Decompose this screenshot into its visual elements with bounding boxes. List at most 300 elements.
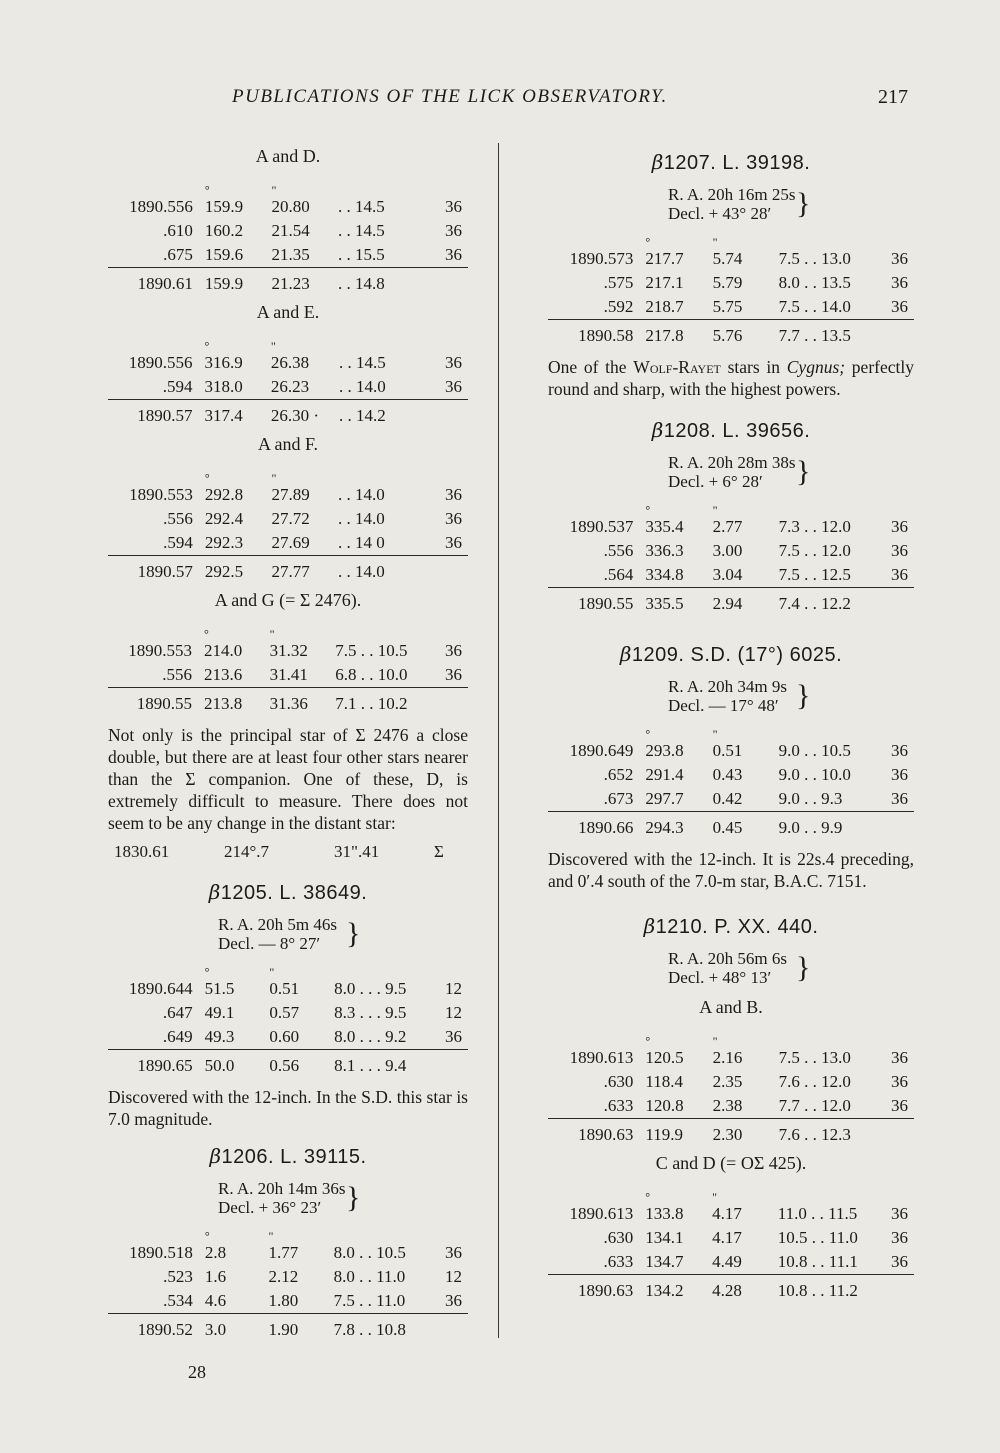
beta-symbol: β [643,914,656,938]
cell-pa: 118.4 [645,1072,684,1091]
cell-mg: 11.0 . . 11.5 [777,1204,858,1223]
units-cell [332,181,432,195]
units-cell [773,501,878,515]
table-row [108,351,468,375]
mean-row [548,588,914,617]
table-row [548,247,914,271]
mean-mg: 10.8 . . 11.2 [772,1275,878,1304]
star-title: 1206. L. 39115. [221,1146,367,1168]
cell-ep: 1890.537 [569,517,634,536]
running-title: PUBLICATIONS OF THE LICK OBSERVATORY. [232,86,668,107]
units-cell: ° [204,965,210,979]
right-ascension: R. A. 20h 56m 6s [668,949,788,968]
history-epoch: 1830.61 [114,842,170,861]
cell-mg: 6.8 . . 10.0 [335,665,408,684]
cell-pa: 120.5 [645,1048,684,1067]
table-row [108,531,468,556]
measures-table [548,233,914,348]
cell-mg: 8.0 . . 11.0 [333,1267,406,1286]
cell-pa: 4.6 [204,1291,227,1310]
units-cell [108,963,199,977]
units-row [548,233,914,247]
cell-pa: 217.1 [645,273,684,292]
cell-pa: 120.8 [645,1096,684,1115]
units-cell: ° [645,1034,651,1048]
table-row [108,483,468,507]
cell-pa: 335.4 [645,517,684,536]
cell-d: 3.00 [712,541,743,560]
cell-mg: 7.7 . . 12.0 [778,1096,851,1115]
cell-d: 27.69 [271,533,310,552]
cell-n: 36 [445,353,462,372]
mean-pa: 134.2 [639,1275,706,1304]
cell-pa: 51.5 [204,979,235,998]
cell-pa: 134.7 [645,1252,684,1271]
cell-mg: 7.6 . . 12.0 [778,1072,851,1091]
cell-d: 0.51 [269,979,300,998]
table-row [108,663,468,688]
coordinates [548,453,914,491]
cell-mg: 7.5 . . 10.5 [335,641,408,660]
cell-pa: 2.8 [204,1243,227,1262]
pair-heading: A and D. [255,146,321,166]
units-cell: " [271,471,277,485]
measures-table [548,725,914,840]
units-cell [548,1032,639,1046]
cell-mg: 8.0 . . . 9.5 [334,979,407,998]
cell-mg: 10.8 . . 11.1 [777,1252,858,1271]
mean-d: 4.28 [706,1275,772,1304]
mean-d: 0.45 [707,812,773,841]
table-row [108,1025,468,1050]
cell-n: 12 [445,979,462,998]
star-1210 [548,914,914,1303]
cell-d: 21.54 [271,221,310,240]
units-cell: " [269,965,275,979]
pair-block [108,146,468,296]
mean-mg: 7.7 . . 13.5 [773,320,878,349]
cell-mg: 9.0 . . 10.5 [778,741,851,760]
cell-ep: .610 [163,221,193,240]
right-ascension: R. A. 20h 28m 38s [668,453,796,472]
mean-ep: 1890.52 [108,1314,199,1343]
star-title: 1207. L. 39198. [663,152,811,174]
cell-n: 36 [891,1228,908,1247]
cell-d: 0.43 [712,765,743,784]
mean-d: 31.36 [264,688,330,717]
cell-d: 21.35 [271,245,310,264]
mean-row [108,688,468,717]
cell-n: 36 [891,273,908,292]
cell-ep: 1890.553 [128,641,192,660]
mean-row [108,400,468,429]
units-cell: ° [204,339,210,353]
pair-block [108,302,468,428]
cell-d: 0.60 [269,1027,300,1046]
units-cell [877,1188,914,1202]
cell-mg: 7.5 . . 12.5 [778,565,851,584]
cell-n: 12 [445,1003,462,1022]
mean-n [877,1119,914,1148]
cell-pa: 217.7 [645,249,684,268]
cell-mg: 9.0 . . 10.0 [778,765,851,784]
mean-mg: 9.0 . . 9.9 [773,812,878,841]
cell-ep: .556 [603,541,634,560]
cell-n: 36 [891,517,908,536]
cell-pa: 297.7 [645,789,684,808]
mean-n [432,1050,468,1079]
coordinates [108,1179,468,1217]
measures-table [108,625,468,716]
cell-ep: .630 [603,1072,634,1091]
mean-mg: 7.4 . . 12.2 [773,588,878,617]
cell-pa: 134.1 [645,1228,684,1247]
cell-ep: .673 [603,789,634,808]
mean-pa: 213.8 [198,688,264,717]
cell-n: 36 [445,533,462,552]
cell-n: 36 [891,297,908,316]
right-column [548,140,914,1307]
coordinates [108,915,468,953]
mean-pa: 3.0 [199,1314,263,1343]
cell-d: 1.77 [268,1243,299,1262]
table-row [108,219,468,243]
star-title: 1205. L. 38649. [220,882,368,904]
units-row [548,1188,914,1202]
table-row [108,1001,468,1025]
units-cell [328,1227,432,1241]
mean-row [108,1314,468,1343]
mean-d: 2.30 [707,1119,773,1148]
cell-mg: 9.0 . . 9.3 [778,789,843,808]
cell-d: 3.04 [712,565,743,584]
mean-n [877,1275,914,1304]
units-cell: " [712,1034,718,1048]
star-heading [108,880,468,905]
signature-mark: 28 [188,1362,206,1382]
mean-pa: 317.4 [199,400,265,429]
cell-n: 36 [891,1204,908,1223]
mean-mg: 8.1 . . . 9.4 [328,1050,432,1079]
units-cell [108,337,199,351]
measures-table [548,1188,914,1303]
cell-pa: 49.1 [204,1003,235,1022]
mean-n [432,556,468,585]
mean-mg: . . 14.0 [332,556,432,585]
cell-n: 36 [445,641,462,660]
history-ref: Σ [434,842,444,861]
cell-n: 36 [891,541,908,560]
cell-ep: .594 [163,533,193,552]
table-row [548,515,914,539]
cell-pa: 214.0 [203,641,243,660]
cell-mg: . . 14.0 [338,377,386,396]
cell-n: 36 [891,1048,908,1067]
table-row [108,1289,468,1314]
mean-row [108,556,468,585]
declination: Decl. + 36° 23′ [218,1198,322,1217]
declination: Decl. + 48° 13′ [668,968,772,987]
mean-pa: 119.9 [639,1119,706,1148]
declination: Decl. — 8° 27′ [218,934,321,953]
cell-ep: .556 [162,665,192,684]
cell-d: 2.35 [712,1072,743,1091]
mean-d: 5.76 [707,320,773,349]
cell-n: 36 [891,741,908,760]
units-cell [432,1227,468,1241]
units-cell: " [268,1229,274,1243]
units-cell: ° [203,627,209,641]
mean-ep: 1890.63 [548,1119,639,1148]
mean-ep: 1890.61 [108,268,199,297]
cell-n: 36 [445,245,462,264]
mean-pa: 294.3 [639,812,706,841]
star-1206 [108,1144,468,1342]
cell-mg: . . 14 0 [338,533,385,552]
star-1209 [548,642,914,840]
star-title: 1208. L. 39656. [663,420,811,442]
cell-mg: . . 14.0 [338,509,385,528]
table-row [108,195,468,219]
cell-mg: . . 14.5 [338,197,385,216]
cell-d: 0.42 [712,789,743,808]
cell-d: 5.74 [712,249,743,268]
cell-ep: 1890.649 [569,741,634,760]
cell-d: 26.23 [270,377,310,396]
cell-n: 12 [445,1267,462,1286]
units-row [108,469,468,483]
table-row [548,787,914,812]
mean-mg: . . 14.2 [333,400,432,429]
table-row [548,1250,914,1275]
units-cell [328,963,432,977]
cell-pa: 49.3 [204,1027,235,1046]
table-row [108,1265,468,1289]
cell-ep: .649 [162,1027,193,1046]
cell-ep: .592 [603,297,634,316]
cell-d: 5.79 [712,273,743,292]
mean-mg: 7.1 . . 10.2 [329,688,432,717]
pair-heading: A and B. [699,997,763,1017]
cell-d: 5.75 [712,297,743,316]
mean-n [877,320,914,349]
units-cell [773,233,878,247]
cell-ep: .534 [163,1291,193,1310]
mean-row [548,1275,914,1304]
units-row [108,181,468,195]
right-ascension: R. A. 20h 34m 9s [668,677,788,696]
cell-d: 26.38 [270,353,310,372]
cell-pa: 1.6 [204,1267,227,1286]
cell-pa: 160.2 [204,221,244,240]
mean-ep: 1890.63 [548,1275,639,1304]
units-cell [548,725,639,739]
mean-mg: 7.8 . . 10.8 [328,1314,432,1343]
cell-pa: 218.7 [645,297,684,316]
cell-pa: 292.4 [204,509,244,528]
table-row [108,375,468,400]
cell-n: 36 [445,665,462,684]
beta-symbol: β [208,880,221,904]
units-cell [773,1032,878,1046]
units-cell: " [712,235,718,249]
cell-mg: . . 14.0 [338,485,385,504]
mean-row [108,1050,468,1079]
units-row [108,1227,468,1241]
units-row [108,625,468,639]
units-cell: ° [204,1229,210,1243]
units-cell: ° [645,727,651,741]
cell-mg: 7.5 . . 11.0 [333,1291,406,1310]
mean-d: 27.77 [265,556,332,585]
star-heading [548,150,914,175]
cell-ep: .633 [603,1252,634,1271]
coordinates [548,949,914,987]
cell-ep: .630 [603,1228,634,1247]
mean-d: 2.94 [707,588,773,617]
units-cell [108,1227,199,1241]
mean-n [432,688,468,717]
pair-heading: A and G (= Σ 2476). [214,590,362,610]
units-cell [432,963,468,977]
mean-n [432,1314,468,1343]
cell-pa: 293.8 [645,741,684,760]
table-row [108,243,468,268]
cell-ep: .564 [603,565,634,584]
units-cell [432,337,468,351]
cell-pa: 292.3 [204,533,244,552]
cell-d: 27.89 [271,485,310,504]
units-row [548,725,914,739]
note-1207-b: stars in [720,357,787,377]
brace-glyph: } [796,679,811,712]
units-cell [877,501,914,515]
units-cell: ° [645,503,651,517]
units-cell [432,625,468,639]
units-cell: " [269,627,275,641]
mean-ep: 1890.55 [548,588,639,617]
cell-pa: 291.4 [645,765,684,784]
declination: Decl. + 43° 28′ [668,204,772,223]
brace-glyph: } [796,187,811,220]
cell-pa: 292.8 [204,485,244,504]
left-column [108,140,468,1346]
cell-d: 0.57 [269,1003,300,1022]
cell-mg: . . 15.5 [338,245,385,264]
cell-n: 36 [445,1291,462,1310]
brace-glyph: } [796,951,811,984]
mean-d: 21.23 [265,268,332,297]
measures-table [108,963,468,1078]
cell-pa: 316.9 [204,353,243,372]
cell-d: 4.49 [712,1252,742,1271]
mean-ep: 1890.58 [548,320,639,349]
mean-mg: . . 14.8 [332,268,432,297]
cell-ep: .633 [603,1096,634,1115]
pair-block [548,997,914,1147]
cell-n: 36 [445,377,462,396]
pair-block [548,1153,914,1303]
units-cell [548,233,639,247]
pair-block [108,434,468,584]
mean-n [432,268,468,297]
cell-mg: 7.5 . . 13.0 [778,249,851,268]
mean-ep: 1890.66 [548,812,639,841]
cell-d: 1.80 [268,1291,299,1310]
table-row [108,977,468,1001]
mean-ep: 1890.57 [108,556,199,585]
mean-row [548,1119,914,1148]
table-row [108,639,468,663]
cell-ep: 1890.518 [129,1243,193,1262]
units-cell: ° [204,471,210,485]
units-cell [108,181,199,195]
cell-ep: 1890.556 [129,197,193,216]
component-pairs [108,146,468,716]
history-pa: 214°.7 [224,842,270,861]
beta-symbol: β [209,1144,222,1168]
measures-table [108,181,468,296]
mean-pa: 217.8 [639,320,706,349]
units-cell [432,181,468,195]
cell-ep: .652 [603,765,634,784]
cell-n: 36 [445,485,462,504]
note-1209: Discovered with the 12-inch. It is 22s.4 preceding, and 0′.4 south of the 7.0-m star, B.A.C. 7151. [548,849,914,891]
units-cell: ° [645,1190,650,1204]
cell-pa: 334.8 [645,565,684,584]
note-1207-sc: Wolf-Rayet [633,357,721,377]
units-cell [332,469,432,483]
table-row [548,739,914,763]
history-distance: 31".41 [334,842,380,861]
cell-n: 36 [891,789,908,808]
cell-ep: 1890.573 [569,249,634,268]
cell-n: 36 [445,221,462,240]
units-cell [548,501,639,515]
cell-pa: 159.9 [204,197,244,216]
units-cell: " [712,503,718,517]
measures-table [548,1032,914,1147]
cell-n: 36 [891,565,908,584]
table-row [548,539,914,563]
units-cell [772,1188,878,1202]
table-row [548,271,914,295]
units-cell: " [712,727,718,741]
cell-pa: 133.8 [645,1204,684,1223]
page-number: 217 [878,86,908,108]
cell-mg: . . 14.5 [338,221,385,240]
units-cell: " [712,1190,718,1204]
units-cell: ° [645,235,651,249]
star-heading [108,1144,468,1169]
declination: Decl. — 17° 48′ [668,696,779,715]
mean-n [877,812,914,841]
cell-mg: . . 14.5 [338,353,386,372]
star-1205 [108,880,468,1078]
cell-d: 0.51 [712,741,743,760]
note-1207-italic: Cygnus; [786,357,846,377]
table-row [108,1241,468,1265]
table-row [548,1226,914,1250]
units-cell [877,233,914,247]
units-row [548,501,914,515]
cell-n: 36 [445,1243,462,1262]
table-row [548,295,914,320]
mean-d: 1.90 [263,1314,328,1343]
cell-ep: .675 [163,245,193,264]
cell-d: 2.16 [712,1048,743,1067]
note-1205: Discovered with the 12-inch. In the S.D. this star is 7.0 magnitude. [108,1087,468,1129]
